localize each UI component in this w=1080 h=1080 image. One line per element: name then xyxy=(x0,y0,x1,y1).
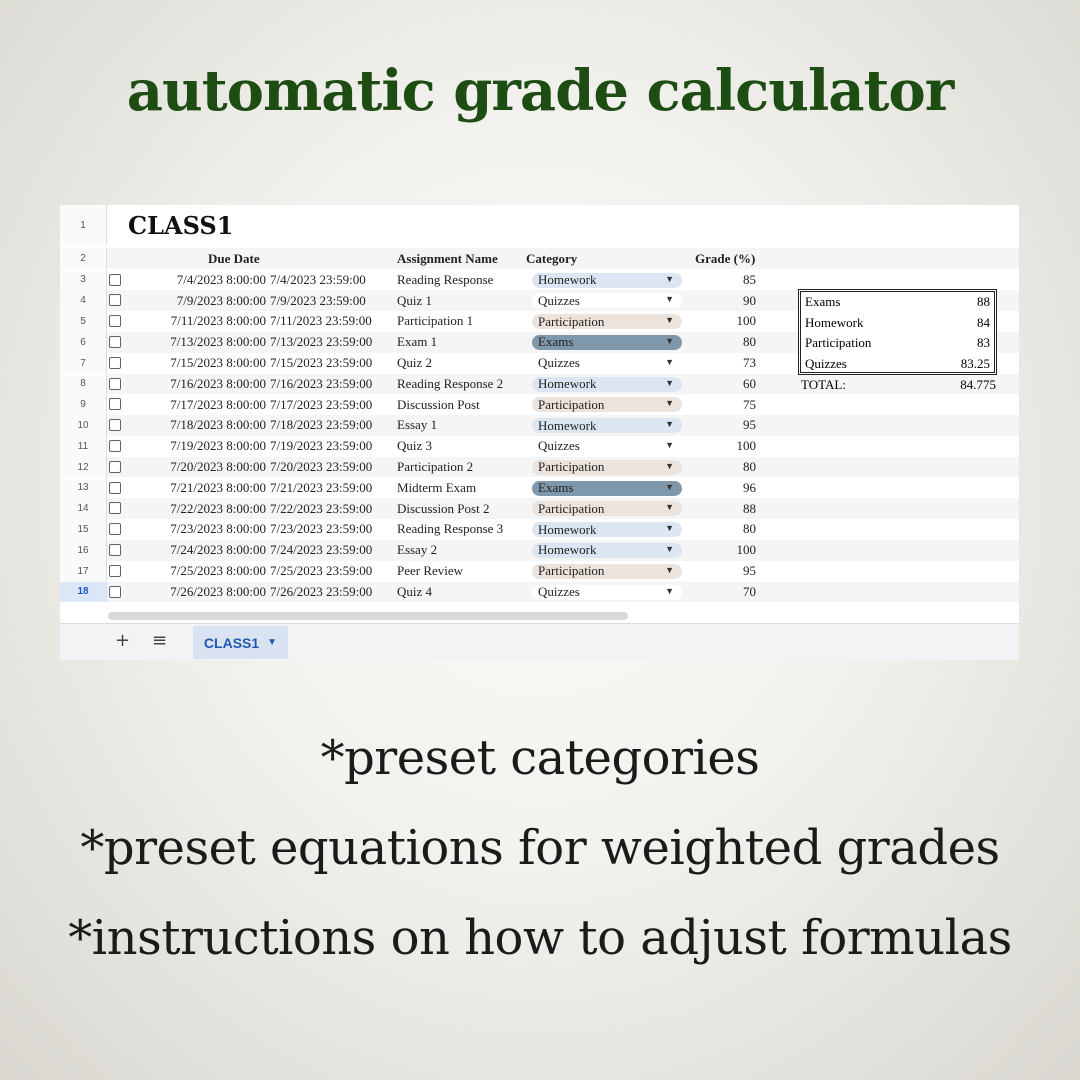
feature-line: *preset equations for weighted grades xyxy=(80,820,1000,876)
row-number[interactable]: 11 xyxy=(60,436,107,457)
due-date-cell[interactable]: 7/15/2023 23:59:00 xyxy=(270,355,373,371)
row-number[interactable]: 12 xyxy=(60,457,107,478)
completed-checkbox[interactable] xyxy=(109,544,121,556)
category-value: Participation xyxy=(538,313,605,329)
grade-cell[interactable]: 95 xyxy=(743,563,756,579)
category-dropdown[interactable] xyxy=(532,585,682,600)
sheet-tab-class1[interactable] xyxy=(193,626,288,659)
due-date-cell[interactable]: 7/17/2023 23:59:00 xyxy=(270,396,373,412)
grade-cell[interactable]: 90 xyxy=(743,292,756,308)
row-number[interactable]: 1 xyxy=(60,205,107,245)
chevron-down-icon: ▼ xyxy=(665,543,674,554)
table-row xyxy=(60,498,1019,519)
category-value: Homework xyxy=(538,521,597,537)
summary-label: Quizzes xyxy=(805,355,847,371)
add-sheet-icon[interactable]: + xyxy=(115,630,131,651)
row-number[interactable]: 2 xyxy=(60,248,107,269)
assignment-name-cell[interactable]: Participation 1 xyxy=(397,313,474,329)
table-row xyxy=(60,478,1019,499)
start-date-cell[interactable]: 7/17/2023 8:00:00 xyxy=(170,396,266,412)
due-date-cell[interactable]: 7/4/2023 23:59:00 xyxy=(270,271,366,287)
assignment-name-cell[interactable]: Reading Response xyxy=(397,271,494,287)
row-number[interactable]: 18 xyxy=(60,582,107,603)
table-row xyxy=(60,540,1019,561)
summary-value: 84 xyxy=(977,314,990,330)
category-value: Homework xyxy=(538,272,597,287)
start-date-cell[interactable]: 7/4/2023 8:00:00 xyxy=(176,271,266,287)
chevron-down-icon: ▼ xyxy=(665,564,674,575)
due-date-cell[interactable]: 7/22/2023 23:59:00 xyxy=(270,500,373,516)
header-grade: Grade (%) xyxy=(695,251,756,266)
grade-cell[interactable]: 80 xyxy=(743,334,756,350)
chevron-down-icon: ▼ xyxy=(665,273,674,284)
table-row xyxy=(60,561,1019,582)
category-value: Homework xyxy=(538,417,597,433)
category-dropdown[interactable] xyxy=(532,564,682,579)
row-number[interactable]: 10 xyxy=(60,415,107,436)
start-date-cell[interactable]: 7/9/2023 8:00:00 xyxy=(176,292,266,308)
sheet-title: CLASS1 xyxy=(128,211,234,240)
summary-row xyxy=(801,354,994,375)
summary-value: 83 xyxy=(977,335,990,351)
row-number[interactable]: 9 xyxy=(60,394,107,415)
start-date-cell[interactable]: 7/16/2023 8:00:00 xyxy=(170,375,266,391)
category-value: Participation xyxy=(538,500,605,516)
grade-cell[interactable]: 75 xyxy=(743,396,756,412)
category-dropdown[interactable] xyxy=(532,481,682,496)
row-number[interactable]: 17 xyxy=(60,561,107,582)
grade-cell[interactable]: 100 xyxy=(736,313,756,329)
table-row xyxy=(60,270,1019,291)
due-date-cell[interactable]: 7/16/2023 23:59:00 xyxy=(270,375,373,391)
table-row xyxy=(60,394,1019,415)
assignment-name-cell[interactable]: Peer Review xyxy=(397,563,464,579)
due-date-cell[interactable]: 7/20/2023 23:59:00 xyxy=(270,459,373,475)
due-date-cell[interactable]: 7/25/2023 23:59:00 xyxy=(270,563,373,579)
spreadsheet xyxy=(60,205,1019,660)
row-number[interactable]: 13 xyxy=(60,478,107,499)
row-number[interactable]: 8 xyxy=(60,374,107,395)
chevron-down-icon: ▼ xyxy=(665,419,674,430)
chevron-down-icon: ▼ xyxy=(665,377,674,388)
start-date-cell[interactable]: 7/19/2023 8:00:00 xyxy=(170,438,266,454)
start-date-cell[interactable]: 7/22/2023 8:00:00 xyxy=(170,500,266,516)
start-date-cell[interactable]: 7/11/2023 8:00:00 xyxy=(170,313,266,329)
category-value: Participation xyxy=(538,563,605,579)
completed-checkbox[interactable] xyxy=(109,461,121,473)
assignment-name-cell[interactable]: Participation 2 xyxy=(397,459,474,475)
assignment-name-cell[interactable]: Essay 1 xyxy=(397,417,438,433)
table-row xyxy=(60,415,1019,436)
row-number[interactable]: 14 xyxy=(60,498,107,519)
assignment-name-cell[interactable]: Reading Response 3 xyxy=(397,521,504,537)
completed-checkbox[interactable] xyxy=(109,565,121,577)
chevron-down-icon: ▼ xyxy=(665,294,674,305)
start-date-cell[interactable]: 7/25/2023 8:00:00 xyxy=(170,563,266,579)
header-assignment-name: Assignment Name xyxy=(397,251,498,266)
category-dropdown[interactable] xyxy=(532,397,682,412)
chevron-down-icon: ▼ xyxy=(665,523,674,534)
due-date-cell[interactable]: 7/13/2023 23:59:00 xyxy=(270,334,373,350)
table-row xyxy=(60,436,1019,457)
completed-checkbox[interactable] xyxy=(109,274,121,286)
table-row xyxy=(60,582,1019,603)
category-summary-box xyxy=(798,289,997,375)
headline: automatic grade calculator xyxy=(126,58,954,124)
summary-value: 88 xyxy=(977,294,990,310)
start-date-cell[interactable]: 7/21/2023 8:00:00 xyxy=(170,479,266,495)
assignment-name-cell[interactable]: Quiz 4 xyxy=(397,583,433,599)
row-number[interactable]: 6 xyxy=(60,332,107,353)
assignment-name-cell[interactable]: Midterm Exam xyxy=(397,479,477,495)
category-value: Quizzes xyxy=(538,438,580,454)
grade-cell[interactable]: 100 xyxy=(736,438,756,454)
feature-line: *preset categories xyxy=(320,730,760,786)
category-value: Participation xyxy=(538,396,605,412)
category-dropdown[interactable] xyxy=(532,439,682,454)
category-dropdown[interactable] xyxy=(532,273,682,288)
header-category: Category xyxy=(526,251,578,266)
chevron-down-icon: ▼ xyxy=(665,460,674,471)
due-date-cell[interactable]: 7/9/2023 23:59:00 xyxy=(270,292,366,308)
due-date-cell[interactable]: 7/19/2023 23:59:00 xyxy=(270,438,373,454)
completed-checkbox[interactable] xyxy=(109,398,121,410)
completed-checkbox[interactable] xyxy=(109,378,121,390)
category-value: Exams xyxy=(538,480,574,495)
all-sheets-menu-icon[interactable]: ≡ xyxy=(152,630,168,651)
category-dropdown[interactable] xyxy=(532,460,682,475)
total-value: 84.775 xyxy=(960,377,996,392)
completed-checkbox[interactable] xyxy=(109,315,121,327)
summary-row xyxy=(801,292,994,313)
category-dropdown[interactable] xyxy=(532,522,682,537)
summary-row xyxy=(801,313,994,334)
header-row xyxy=(60,248,1019,269)
title-row xyxy=(60,205,1019,245)
row-number[interactable]: 15 xyxy=(60,519,107,540)
total-label: TOTAL: xyxy=(801,377,846,392)
start-date-cell[interactable]: 7/20/2023 8:00:00 xyxy=(170,459,266,475)
chevron-down-icon: ▼ xyxy=(665,439,674,450)
summary-label: Participation xyxy=(805,335,872,351)
grade-cell[interactable]: 100 xyxy=(736,542,756,558)
grade-cell[interactable]: 95 xyxy=(743,417,756,433)
total-row xyxy=(801,377,996,393)
chevron-down-icon: ▼ xyxy=(665,502,674,513)
sheet-tab-label: CLASS1 xyxy=(203,634,260,651)
chevron-down-icon: ▼ xyxy=(665,481,674,492)
category-dropdown[interactable] xyxy=(532,356,682,371)
row-number[interactable]: 16 xyxy=(60,540,107,561)
due-date-cell[interactable]: 7/11/2023 23:59:00 xyxy=(270,313,372,329)
category-value: Quizzes xyxy=(538,584,580,599)
completed-checkbox[interactable] xyxy=(109,357,121,369)
due-date-cell[interactable]: 7/23/2023 23:59:00 xyxy=(270,521,373,537)
completed-checkbox[interactable] xyxy=(109,586,121,598)
assignment-name-cell[interactable]: Exam 1 xyxy=(397,334,438,350)
category-value: Homework xyxy=(538,542,597,558)
chevron-down-icon: ▼ xyxy=(665,356,674,367)
completed-checkbox[interactable] xyxy=(109,482,121,494)
summary-row xyxy=(801,333,994,354)
start-date-cell[interactable]: 7/15/2023 8:00:00 xyxy=(170,355,266,371)
category-dropdown[interactable] xyxy=(532,543,682,558)
summary-label: Exams xyxy=(805,294,841,310)
start-date-cell[interactable]: 7/13/2023 8:00:00 xyxy=(170,334,266,350)
due-date-cell[interactable]: 7/24/2023 23:59:00 xyxy=(270,542,373,558)
completed-checkbox[interactable] xyxy=(109,523,121,535)
start-date-cell[interactable]: 7/24/2023 8:00:00 xyxy=(170,542,266,558)
chevron-down-icon: ▼ xyxy=(267,637,278,648)
category-value: Exams xyxy=(538,334,574,350)
chevron-down-icon: ▼ xyxy=(665,315,674,326)
category-value: Homework xyxy=(538,376,597,391)
due-date-cell[interactable]: 7/21/2023 23:59:00 xyxy=(270,479,373,495)
assignment-name-cell[interactable]: Discussion Post xyxy=(397,396,480,412)
assignment-name-cell[interactable]: Reading Response 2 xyxy=(397,375,504,391)
row-number[interactable]: 5 xyxy=(60,311,107,332)
category-value: Participation xyxy=(538,459,605,475)
completed-checkbox[interactable] xyxy=(109,440,121,452)
category-dropdown[interactable] xyxy=(532,314,682,329)
category-value: Quizzes xyxy=(538,292,580,308)
grade-cell[interactable]: 70 xyxy=(743,583,756,599)
category-dropdown[interactable] xyxy=(532,418,682,433)
header-due-date: Due Date xyxy=(208,251,260,266)
chevron-down-icon: ▼ xyxy=(665,398,674,409)
category-dropdown[interactable] xyxy=(532,501,682,516)
completed-checkbox[interactable] xyxy=(109,336,121,348)
start-date-cell[interactable]: 7/26/2023 8:00:00 xyxy=(170,583,266,599)
completed-checkbox[interactable] xyxy=(109,419,121,431)
category-dropdown[interactable] xyxy=(532,377,682,392)
assignment-name-cell[interactable]: Quiz 3 xyxy=(397,438,433,454)
completed-checkbox[interactable] xyxy=(109,294,121,306)
chevron-down-icon: ▼ xyxy=(665,585,674,596)
due-date-cell[interactable]: 7/26/2023 23:59:00 xyxy=(270,583,373,599)
summary-value: 83.25 xyxy=(960,355,990,371)
due-date-cell[interactable]: 7/18/2023 23:59:00 xyxy=(270,417,373,433)
category-dropdown[interactable] xyxy=(532,335,682,350)
start-date-cell[interactable]: 7/23/2023 8:00:00 xyxy=(170,521,266,537)
grade-cell[interactable]: 88 xyxy=(743,500,756,516)
assignment-name-cell[interactable]: Quiz 1 xyxy=(397,292,433,308)
row-number[interactable]: 3 xyxy=(60,270,107,291)
row-number[interactable]: 7 xyxy=(60,353,107,374)
category-dropdown[interactable] xyxy=(532,293,682,308)
grade-cell[interactable]: 80 xyxy=(743,521,756,537)
horizontal-scrollbar[interactable] xyxy=(108,612,628,620)
grade-cell[interactable]: 85 xyxy=(743,271,756,287)
assignment-name-cell[interactable]: Discussion Post 2 xyxy=(397,500,490,516)
feature-line: *instructions on how to adjust formulas xyxy=(68,910,1012,966)
category-value: Quizzes xyxy=(538,355,580,371)
grade-cell[interactable]: 96 xyxy=(743,479,756,495)
grade-cell[interactable]: 60 xyxy=(743,375,756,391)
chevron-down-icon: ▼ xyxy=(665,335,674,346)
grade-cell[interactable]: 73 xyxy=(743,355,756,371)
row-number[interactable]: 4 xyxy=(60,290,107,311)
start-date-cell[interactable]: 7/18/2023 8:00:00 xyxy=(170,417,266,433)
grade-cell[interactable]: 80 xyxy=(743,459,756,475)
sheet-tab-bar xyxy=(60,623,1019,660)
assignment-name-cell[interactable]: Quiz 2 xyxy=(397,355,433,371)
table-row xyxy=(60,457,1019,478)
completed-checkbox[interactable] xyxy=(109,502,121,514)
assignment-name-cell[interactable]: Essay 2 xyxy=(397,542,438,558)
table-row xyxy=(60,519,1019,540)
summary-label: Homework xyxy=(805,314,864,330)
